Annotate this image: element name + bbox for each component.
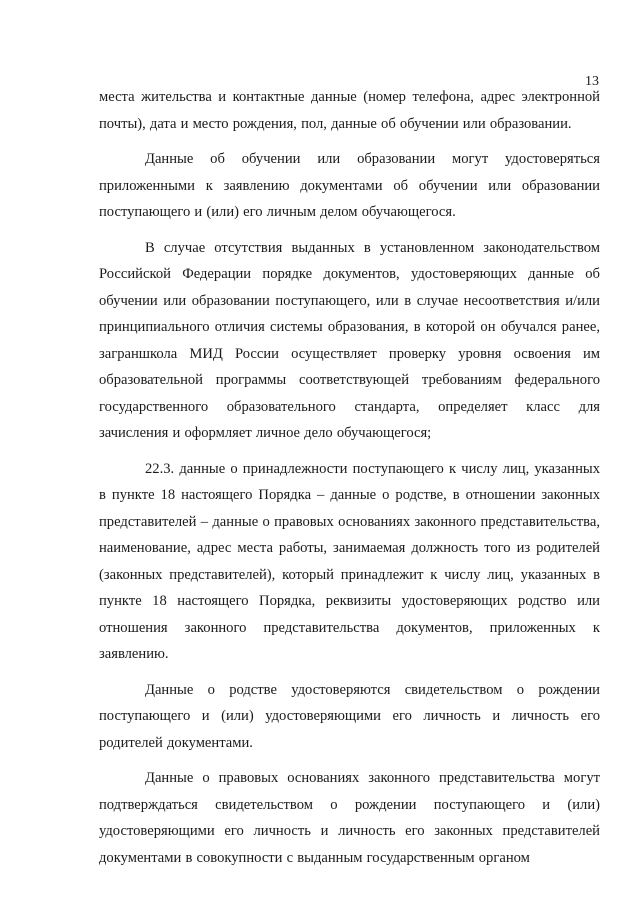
paragraph-contact-data: места жительства и контактные данные (номер телефона, адрес электронной почты), дата и место рождения, пол, данные об обучении или образовании.	[99, 89, 600, 132]
document-body	[99, 84, 600, 871]
paragraph-education-proof: Данные об обучении или образовании могут удостоверяться приложенными к заявлению документами об обучении или образовании поступающего и (или) его личным делом обучающегося.	[99, 151, 600, 220]
paragraph-22-3: 22.3. данные о принадлежности поступающего к числу лиц, указанных в пункте 18 настоящего Порядка – данные о родстве, в отношении законных представителей – данные о правовых основаниях законного представительства, наименование, адрес места работы, занимаемая должность того из родителей (законных представителей), который принадлежит к числу лиц, указанных в пункте 18 настоящего Порядка, реквизиты удостоверяющих родство или отношения законного представительства документов, приложенных к заявлению.	[99, 460, 600, 662]
paragraph-kinship-proof: Данные о родстве удостоверяются свидетельством о рождении поступающего и (или) удостоверяющими его личность и личность его родителей документами.	[99, 681, 600, 751]
paragraph-legal-representation: Данные о правовых основаниях законного представительства могут подтверждаться свидетельством о рождении поступающего и (или) удостоверяющими его личность и личность его законных представителей документами в совокупности с выданным государственным органом	[99, 770, 600, 866]
page-number: 13	[585, 74, 599, 89]
paragraph-missing-documents: В случае отсутствия выданных в установленном законодательством Российской Федерации порядке документов, удостоверяющих данные об обучении или образовании поступающего, или в случае несоответствия и/или принципиального отличия системы образования, в которой он обучался ранее, заграншкола МИД России осуществляет проверку уровня освоения им образовательной программы соответствующей требованиям федерального государственного образовательного стандарта, определяет класс для зачисления и оформляет личное дело обучающегося;	[99, 239, 600, 441]
